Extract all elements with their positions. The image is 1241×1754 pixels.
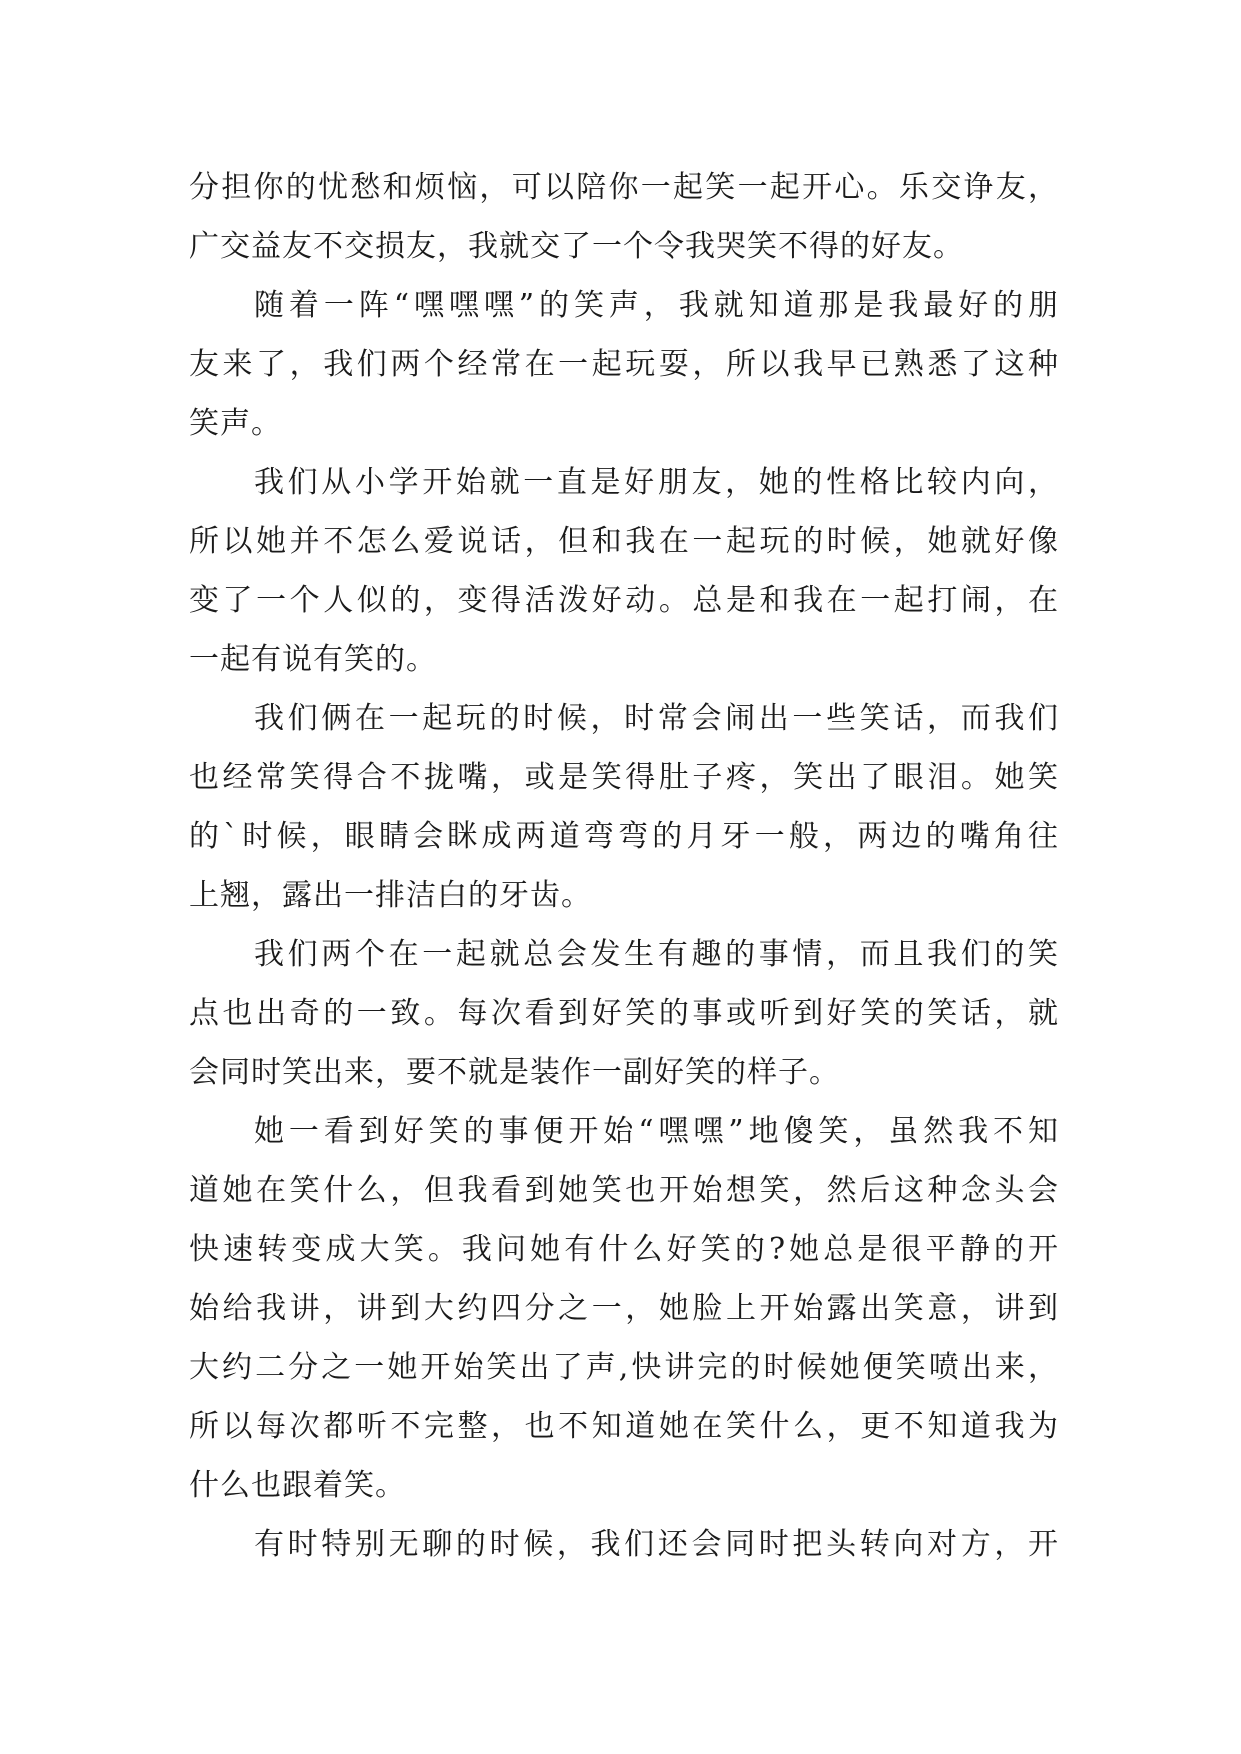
text-line: 广交益友不交损友，我就交了一个令我哭笑不得的好友。 [189, 229, 964, 264]
text-line: 会同时笑出来，要不就是装作一副好笑的样子。 [189, 1055, 840, 1090]
text-line: 所以每次都听不完整，也不知道她在笑什么，更不知道我为 [189, 1409, 1059, 1444]
text-line: 笑声。 [189, 406, 282, 441]
text-line: 友来了，我们两个经常在一起玩耍，所以我早已熟悉了这种 [189, 347, 1059, 382]
body-text [189, 158, 1059, 1574]
paragraph-start-line: 我们两个在一起就总会发生有趣的事情，而且我们的笑 [254, 937, 1059, 972]
text-line: 点也出奇的一致。每次看到好笑的事或听到好笑的笑话，就 [189, 996, 1059, 1031]
paragraph-start-line: 我们从小学开始就一直是好朋友，她的性格比较内向， [254, 465, 1059, 500]
paragraph-start-line: 她一看到好笑的事便开始“嘿嘿”地傻笑，虽然我不知 [254, 1114, 1059, 1149]
text-line: 也经常笑得合不拢嘴，或是笑得肚子疼，笑出了眼泪。她笑 [189, 760, 1059, 795]
text-line: 什么也跟着笑。 [189, 1468, 406, 1503]
text-line: 大约二分之一她开始笑出了声,快讲完的时候她便笑喷出来， [189, 1350, 1059, 1385]
text-line: 快速转变成大笑。我问她有什么好笑的?她总是很平静的开 [189, 1232, 1059, 1267]
paragraph-start-line: 有时特别无聊的时候，我们还会同时把头转向对方，开 [254, 1527, 1059, 1562]
text-line: 分担你的忧愁和烦恼，可以陪你一起笑一起开心。乐交诤友， [189, 170, 1059, 205]
text-line: 变了一个人似的，变得活泼好动。总是和我在一起打闹，在 [189, 583, 1059, 618]
text-line: 道她在笑什么，但我看到她笑也开始想笑，然后这种念头会 [189, 1173, 1059, 1208]
text-line: 的`时候，眼睛会眯成两道弯弯的月牙一般，两边的嘴角往 [189, 819, 1059, 854]
text-line: 上翘，露出一排洁白的牙齿。 [189, 878, 592, 913]
text-line: 始给我讲，讲到大约四分之一，她脸上开始露出笑意，讲到 [189, 1291, 1059, 1326]
paragraph-start-line: 随着一阵“嘿嘿嘿”的笑声，我就知道那是我最好的朋 [254, 288, 1059, 323]
text-line: 一起有说有笑的。 [189, 642, 437, 677]
paragraph-start-line: 我们俩在一起玩的时候，时常会闹出一些笑话，而我们 [254, 701, 1059, 736]
text-line: 所以她并不怎么爱说话，但和我在一起玩的时候，她就好像 [189, 524, 1059, 559]
